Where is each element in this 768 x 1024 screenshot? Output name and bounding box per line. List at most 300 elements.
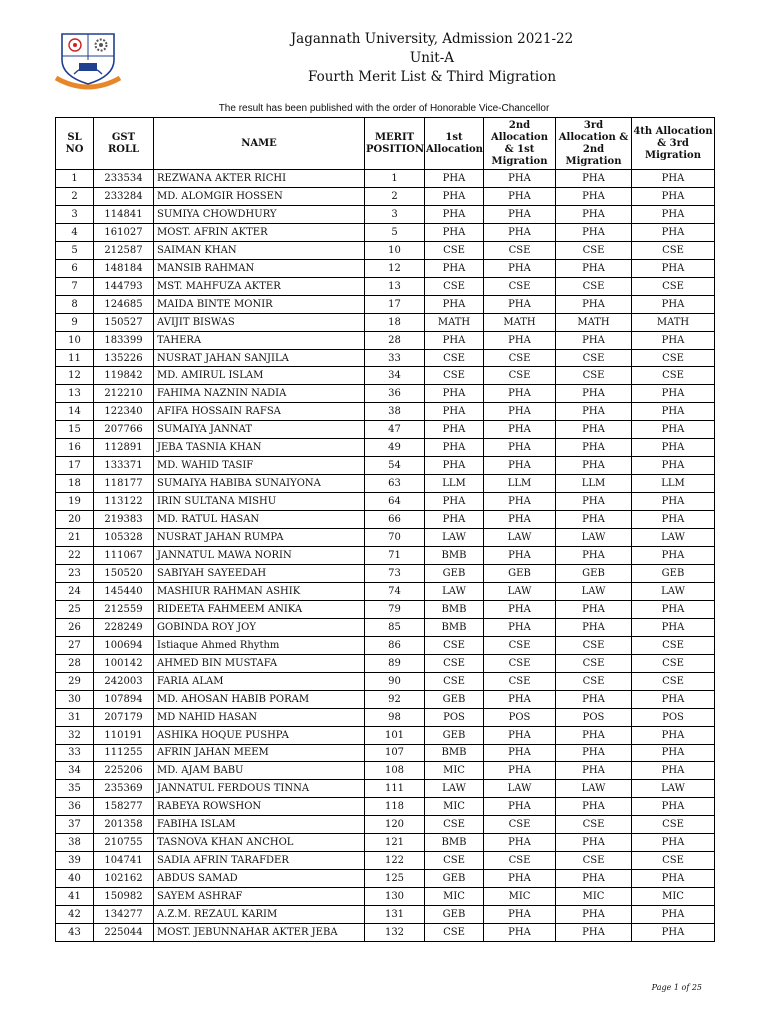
table-cell: BMB (425, 600, 484, 618)
table-cell: 47 (365, 421, 425, 439)
table-row (56, 564, 715, 582)
table-cell: 49 (365, 439, 425, 457)
table-cell: CSE (484, 367, 556, 385)
table-cell: 111 (365, 780, 425, 798)
table-cell: PHA (484, 798, 556, 816)
table-cell: 100694 (94, 636, 154, 654)
table-cell: 43 (56, 924, 94, 942)
table-cell: PHA (556, 924, 632, 942)
table-cell: CSE (425, 924, 484, 942)
table-cell: FAHIMA NAZNIN NADIA (154, 385, 365, 403)
table-cell: CSE (556, 277, 632, 295)
table-cell: 34 (365, 367, 425, 385)
table-cell: MIC (425, 888, 484, 906)
table-cell: ABDUS SAMAD (154, 870, 365, 888)
column-header: 2nd Allocation & 1st Migration (484, 118, 556, 170)
table-cell: PHA (484, 906, 556, 924)
table-cell: 16 (56, 439, 94, 457)
table-cell: 66 (365, 511, 425, 529)
table-cell: PHA (632, 834, 715, 852)
table-cell: PHA (556, 457, 632, 475)
table-cell: 38 (56, 834, 94, 852)
table-cell: PHA (484, 870, 556, 888)
table-cell: MD. ALOMGIR HOSSEN (154, 187, 365, 205)
table-row (56, 654, 715, 672)
table-row (56, 170, 715, 188)
table-cell: 130 (365, 888, 425, 906)
table-cell: CSE (632, 349, 715, 367)
table-cell: 13 (365, 277, 425, 295)
table-cell: 32 (56, 726, 94, 744)
table-cell: PHA (556, 798, 632, 816)
table-row (56, 798, 715, 816)
table-row (56, 708, 715, 726)
table-cell: PHA (556, 726, 632, 744)
table-cell: LAW (556, 529, 632, 547)
table-cell: PHA (632, 618, 715, 636)
table-cell: 4 (56, 223, 94, 241)
table-row (56, 259, 715, 277)
table-cell: CSE (484, 277, 556, 295)
table-cell: POS (425, 708, 484, 726)
table-cell: 63 (365, 475, 425, 493)
table-cell: GEB (425, 726, 484, 744)
table-row (56, 906, 715, 924)
table-cell: PHA (484, 259, 556, 277)
table-cell: PHA (425, 403, 484, 421)
table-cell: CSE (556, 636, 632, 654)
table-cell: MATH (556, 313, 632, 331)
table-cell: PHA (632, 600, 715, 618)
table-cell: 114841 (94, 205, 154, 223)
table-cell: PHA (632, 223, 715, 241)
table-row (56, 475, 715, 493)
table-cell: 23 (56, 564, 94, 582)
table-row (56, 690, 715, 708)
table-cell: PHA (632, 457, 715, 475)
table-cell: RABEYA ROWSHON (154, 798, 365, 816)
table-cell: PHA (425, 331, 484, 349)
unit-title: Unit-A (409, 50, 455, 66)
table-cell: PHA (632, 331, 715, 349)
table-cell: PHA (556, 205, 632, 223)
table-cell: 118177 (94, 475, 154, 493)
table-cell: PHA (632, 547, 715, 565)
table-cell: MD NAHID HASAN (154, 708, 365, 726)
table-row (56, 762, 715, 780)
table-row (56, 187, 715, 205)
table-cell: SUMIYA CHOWDHURY (154, 205, 365, 223)
table-cell: 242003 (94, 672, 154, 690)
table-cell: PHA (632, 187, 715, 205)
table-cell: 102162 (94, 870, 154, 888)
table-row (56, 852, 715, 870)
table-cell: 219383 (94, 511, 154, 529)
table-cell: 5 (365, 223, 425, 241)
table-cell: TASNOVA KHAN ANCHOL (154, 834, 365, 852)
table-cell: 36 (56, 798, 94, 816)
table-cell: 122 (365, 852, 425, 870)
table-cell: PHA (632, 906, 715, 924)
column-header: 4th Allocation & 3rd Migration (632, 118, 715, 170)
column-header: 3rd Allocation & 2nd Migration (556, 118, 632, 170)
table-cell: CSE (632, 852, 715, 870)
table-cell: 25 (56, 600, 94, 618)
table-cell: RIDEETA FAHMEEM ANIKA (154, 600, 365, 618)
table-cell: 120 (365, 816, 425, 834)
table-cell: LAW (425, 780, 484, 798)
table-row (56, 870, 715, 888)
table-cell: 79 (365, 600, 425, 618)
table-cell: PHA (556, 170, 632, 188)
table-cell: LLM (632, 475, 715, 493)
table-cell: MD. AHOSAN HABIB PORAM (154, 690, 365, 708)
table-cell: 92 (365, 690, 425, 708)
table-cell: 233284 (94, 187, 154, 205)
table-cell: 15 (56, 421, 94, 439)
table-cell: MD. AMIRUL ISLAM (154, 367, 365, 385)
table-cell: 1 (56, 170, 94, 188)
table-cell: PHA (632, 690, 715, 708)
table-cell: MATH (425, 313, 484, 331)
table-cell: MIC (425, 798, 484, 816)
table-cell: GEB (484, 564, 556, 582)
table-cell: 201358 (94, 816, 154, 834)
table-cell: 148184 (94, 259, 154, 277)
table-cell: PHA (556, 223, 632, 241)
table-cell: PHA (556, 295, 632, 313)
table-cell: PHA (632, 439, 715, 457)
table-cell: MOST. AFRIN AKTER (154, 223, 365, 241)
table-cell: 6 (56, 259, 94, 277)
table-cell: PHA (632, 403, 715, 421)
table-cell: CSE (632, 636, 715, 654)
table-cell: AHMED BIN MUSTAFA (154, 654, 365, 672)
table-cell: PHA (484, 547, 556, 565)
table-cell: PHA (632, 421, 715, 439)
table-cell: PHA (425, 385, 484, 403)
table-cell: PHA (484, 511, 556, 529)
table-cell: 150520 (94, 564, 154, 582)
table-cell: LAW (425, 529, 484, 547)
table-cell: 21 (56, 529, 94, 547)
table-cell: 119842 (94, 367, 154, 385)
column-header: 1st Allocation (425, 118, 484, 170)
table-cell: LAW (556, 780, 632, 798)
table-cell: 107894 (94, 690, 154, 708)
table-cell: PHA (556, 511, 632, 529)
table-cell: PHA (556, 870, 632, 888)
table-cell: PHA (484, 331, 556, 349)
table-row (56, 888, 715, 906)
table-cell: LLM (484, 475, 556, 493)
table-row (56, 618, 715, 636)
table-cell: PHA (556, 690, 632, 708)
table-cell: 70 (365, 529, 425, 547)
table-cell: 124685 (94, 295, 154, 313)
table-cell: 2 (365, 187, 425, 205)
table-cell: SUMAIYA JANNAT (154, 421, 365, 439)
table-cell: CSE (425, 349, 484, 367)
table-cell: 31 (56, 708, 94, 726)
table-cell: CSE (632, 277, 715, 295)
table-cell: PHA (425, 493, 484, 511)
table-cell: 207179 (94, 708, 154, 726)
table-cell: PHA (484, 834, 556, 852)
table-cell: CSE (556, 852, 632, 870)
table-cell: MANSIB RAHMAN (154, 259, 365, 277)
table-cell: PHA (484, 762, 556, 780)
table-cell: CSE (632, 672, 715, 690)
table-cell: A.Z.M. REZAUL KARIM (154, 906, 365, 924)
table-row (56, 403, 715, 421)
table-cell: 39 (56, 852, 94, 870)
table-cell: 26 (56, 618, 94, 636)
table-cell: CSE (632, 367, 715, 385)
table-cell: PHA (425, 439, 484, 457)
table-cell: CSE (556, 241, 632, 259)
table-cell: LLM (556, 475, 632, 493)
table-cell: PHA (425, 457, 484, 475)
table-row (56, 421, 715, 439)
table-cell: FARIA ALAM (154, 672, 365, 690)
table-cell: LAW (632, 529, 715, 547)
table-cell: MD. RATUL HASAN (154, 511, 365, 529)
table-cell: 24 (56, 582, 94, 600)
table-cell: LAW (484, 780, 556, 798)
table-cell: 17 (56, 457, 94, 475)
table-cell: CSE (484, 349, 556, 367)
table-cell: JANNATUL FERDOUS TINNA (154, 780, 365, 798)
table-cell: CSE (484, 672, 556, 690)
table-row (56, 600, 715, 618)
table-cell: PHA (556, 834, 632, 852)
column-header: GST ROLL (94, 118, 154, 170)
table-cell: 105328 (94, 529, 154, 547)
table-cell: SAYEM ASHRAF (154, 888, 365, 906)
table-cell: 10 (365, 241, 425, 259)
table-cell: JANNATUL MAWA NORIN (154, 547, 365, 565)
table-cell: PHA (556, 547, 632, 565)
table-cell: LLM (425, 475, 484, 493)
table-cell: PHA (484, 618, 556, 636)
table-cell: 42 (56, 906, 94, 924)
table-cell: GEB (632, 564, 715, 582)
table-cell: CSE (484, 816, 556, 834)
table-cell: 207766 (94, 421, 154, 439)
table-cell: 74 (365, 582, 425, 600)
table-cell: 150982 (94, 888, 154, 906)
table-row (56, 439, 715, 457)
table-row (56, 313, 715, 331)
table-cell: 12 (365, 259, 425, 277)
table-cell: PHA (484, 600, 556, 618)
table-cell: PHA (556, 906, 632, 924)
table-row (56, 331, 715, 349)
table-row (56, 529, 715, 547)
table-cell: BMB (425, 547, 484, 565)
table-cell: 212587 (94, 241, 154, 259)
column-header: NAME (154, 118, 365, 170)
table-cell: CSE (425, 241, 484, 259)
table-cell: LAW (484, 529, 556, 547)
table-row (56, 547, 715, 565)
table-cell: GEB (425, 906, 484, 924)
table-cell: 112891 (94, 439, 154, 457)
table-cell: LAW (632, 582, 715, 600)
table-cell: PHA (632, 493, 715, 511)
table-cell: 28 (56, 654, 94, 672)
merit-list-table (55, 117, 715, 942)
table-cell: PHA (632, 170, 715, 188)
table-row (56, 241, 715, 259)
table-row (56, 924, 715, 942)
table-cell: 71 (365, 547, 425, 565)
table-cell: 90 (365, 672, 425, 690)
table-cell: 64 (365, 493, 425, 511)
table-cell: LAW (632, 780, 715, 798)
table-cell: GEB (425, 690, 484, 708)
table-cell: TAHERA (154, 331, 365, 349)
table-cell: 86 (365, 636, 425, 654)
table-cell: FABIHA ISLAM (154, 816, 365, 834)
table-cell: MST. MAHFUZA AKTER (154, 277, 365, 295)
table-cell: PHA (556, 187, 632, 205)
table-cell: PHA (484, 295, 556, 313)
table-cell: PHA (425, 259, 484, 277)
table-cell: CSE (556, 349, 632, 367)
table-row (56, 277, 715, 295)
table-cell: PHA (484, 726, 556, 744)
table-cell: 20 (56, 511, 94, 529)
table-cell: 145440 (94, 582, 154, 600)
table-cell: 37 (56, 816, 94, 834)
table-body (56, 170, 715, 942)
table-row (56, 349, 715, 367)
table-cell: 233534 (94, 170, 154, 188)
table-cell: PHA (484, 187, 556, 205)
table-cell: 132 (365, 924, 425, 942)
table-cell: PHA (556, 493, 632, 511)
table-cell: 12 (56, 367, 94, 385)
table-cell: PHA (556, 600, 632, 618)
table-cell: CSE (632, 241, 715, 259)
table-cell: PHA (484, 385, 556, 403)
table-cell: 1 (365, 170, 425, 188)
table-cell: 29 (56, 672, 94, 690)
table-row (56, 511, 715, 529)
table-cell: CSE (556, 367, 632, 385)
table-cell: PHA (556, 744, 632, 762)
table-cell: JEBA TASNIA KHAN (154, 439, 365, 457)
table-cell: REZWANA AKTER RICHI (154, 170, 365, 188)
table-cell: PHA (632, 385, 715, 403)
table-cell: CSE (425, 367, 484, 385)
table-cell: PHA (484, 457, 556, 475)
table-cell: PHA (632, 259, 715, 277)
table-cell: MOST. JEBUNNAHAR AKTER JEBA (154, 924, 365, 942)
table-cell: CSE (556, 654, 632, 672)
table-cell: 134277 (94, 906, 154, 924)
table-cell: 89 (365, 654, 425, 672)
table-cell: 40 (56, 870, 94, 888)
table-cell: 107 (365, 744, 425, 762)
table-cell: SADIA AFRIN TARAFDER (154, 852, 365, 870)
table-cell: PHA (484, 170, 556, 188)
table-cell: 212210 (94, 385, 154, 403)
table-cell: PHA (632, 798, 715, 816)
table-cell: 98 (365, 708, 425, 726)
document-header (200, 30, 664, 87)
table-cell: LAW (556, 582, 632, 600)
table-row (56, 367, 715, 385)
table-cell: MATH (484, 313, 556, 331)
table-cell: 5 (56, 241, 94, 259)
table-cell: 212559 (94, 600, 154, 618)
table-cell: 108 (365, 762, 425, 780)
table-cell: 54 (365, 457, 425, 475)
table-cell: GEB (556, 564, 632, 582)
table-cell: 13 (56, 385, 94, 403)
table-cell: PHA (556, 385, 632, 403)
table-cell: 9 (56, 313, 94, 331)
table-cell: BMB (425, 834, 484, 852)
table-cell: POS (556, 708, 632, 726)
column-header: SL NO (56, 118, 94, 170)
table-cell: 158277 (94, 798, 154, 816)
table-cell: AFIFA HOSSAIN RAFSA (154, 403, 365, 421)
table-cell: PHA (632, 205, 715, 223)
table-cell: 111255 (94, 744, 154, 762)
table-cell: PHA (484, 744, 556, 762)
table-cell: MATH (632, 313, 715, 331)
table-cell: 22 (56, 547, 94, 565)
table-cell: CSE (484, 636, 556, 654)
table-cell: SABIYAH SAYEEDAH (154, 564, 365, 582)
table-cell: 118 (365, 798, 425, 816)
table-cell: AVIJIT BISWAS (154, 313, 365, 331)
table-cell: 104741 (94, 852, 154, 870)
table-cell: PHA (632, 295, 715, 313)
table-cell: CSE (425, 816, 484, 834)
table-row (56, 385, 715, 403)
table-row (56, 493, 715, 511)
publication-notice: The result has been published with the order of Honorable Vice-Chancellor (218, 103, 550, 114)
table-cell: PHA (556, 331, 632, 349)
table-cell: CSE (632, 654, 715, 672)
table-cell: MIC (484, 888, 556, 906)
table-cell: PHA (425, 205, 484, 223)
table-cell: PHA (556, 618, 632, 636)
table-cell: POS (632, 708, 715, 726)
table-cell: GEB (425, 564, 484, 582)
table-cell: CSE (484, 852, 556, 870)
table-cell: PHA (425, 295, 484, 313)
table-cell: PHA (484, 924, 556, 942)
page-number: Page 1 of 25 (651, 983, 702, 992)
table-cell: LAW (425, 582, 484, 600)
table-cell: PHA (484, 205, 556, 223)
table-cell: 144793 (94, 277, 154, 295)
table-row (56, 205, 715, 223)
table-cell: PHA (425, 421, 484, 439)
table-cell: 125 (365, 870, 425, 888)
table-cell: 131 (365, 906, 425, 924)
table-cell: 34 (56, 762, 94, 780)
table-row (56, 223, 715, 241)
table-cell: CSE (425, 636, 484, 654)
table-cell: 38 (365, 403, 425, 421)
